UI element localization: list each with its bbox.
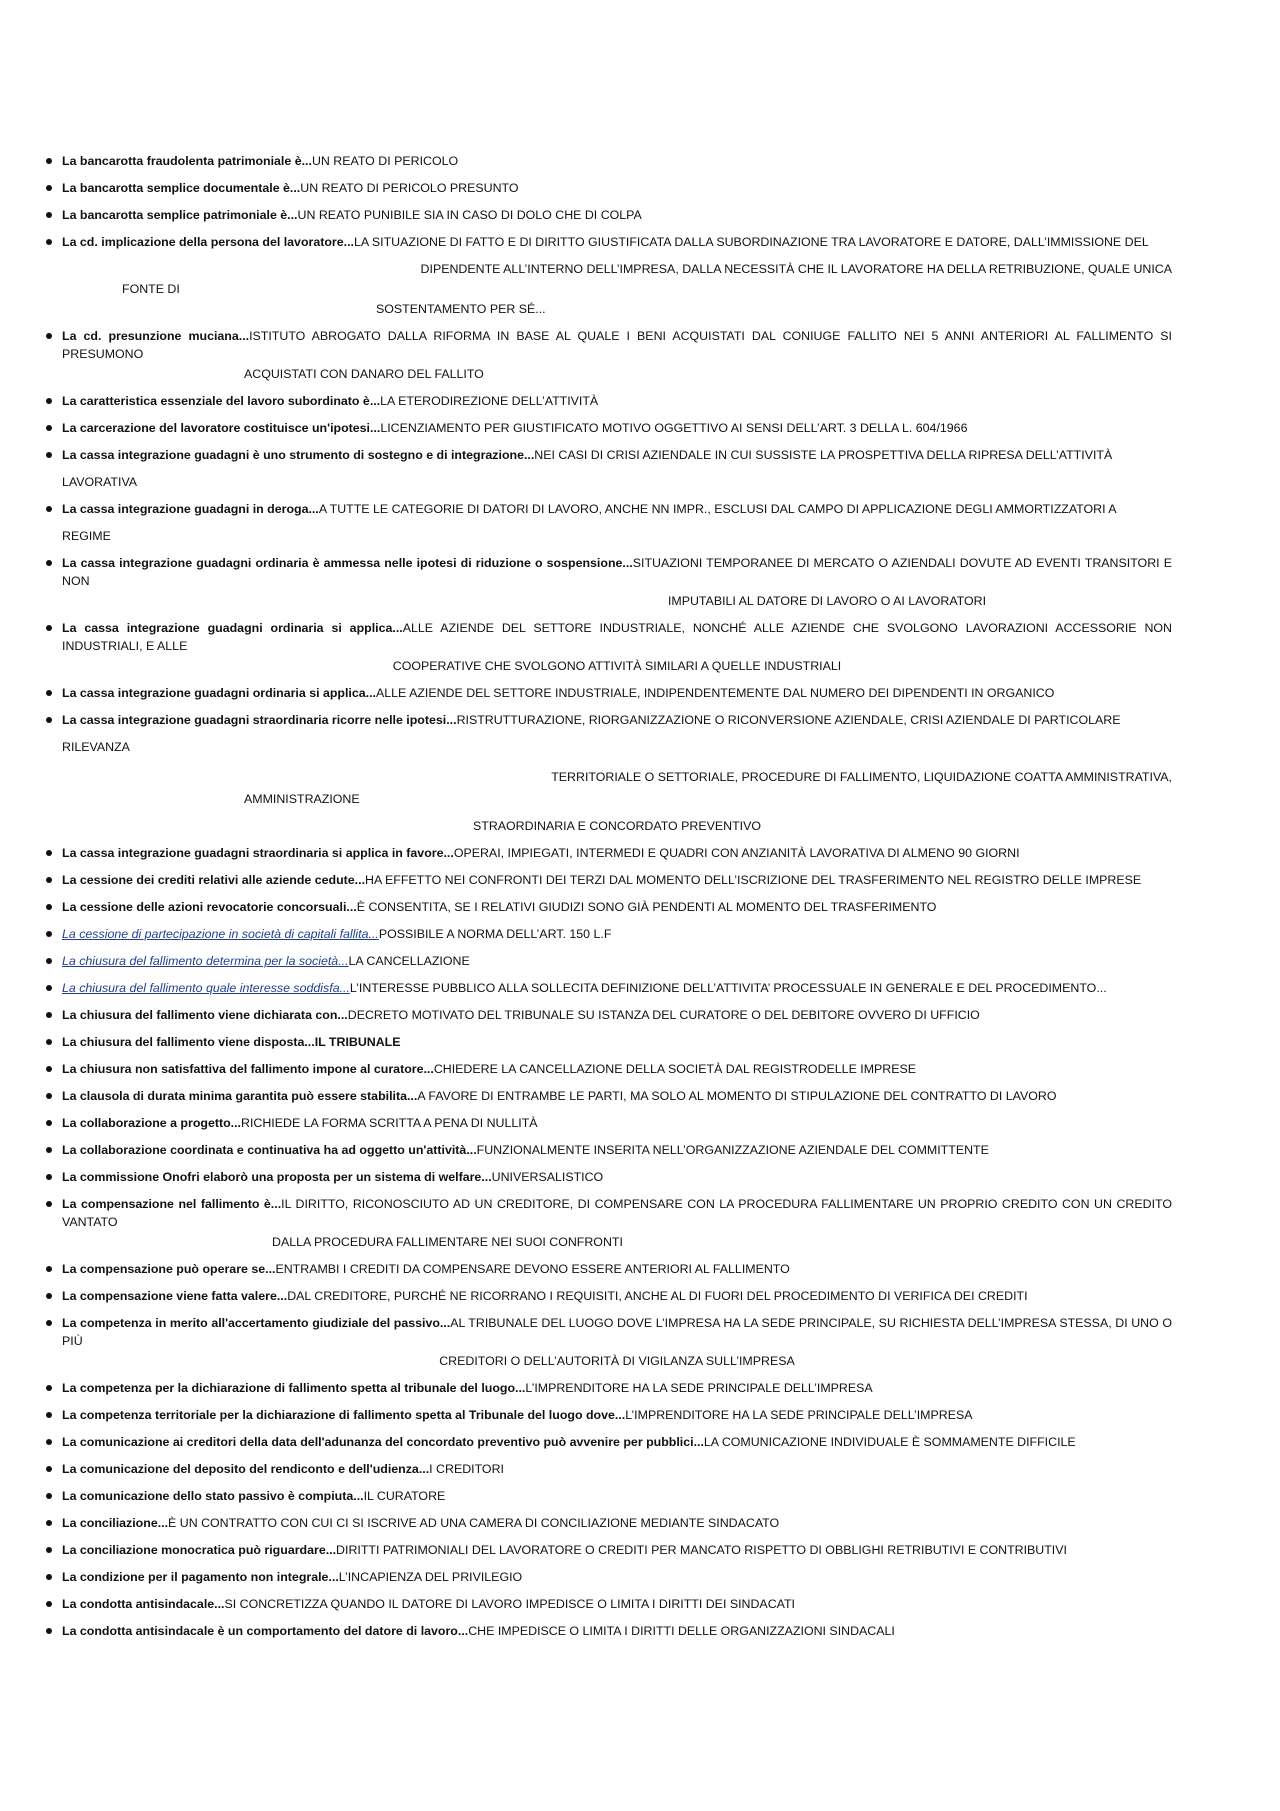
list-item [46,1541,1172,1559]
answer-continuation: STRAORDINARIA E CONCORDATO PREVENTIVO [472,819,761,833]
answer-continuation: TERRITORIALE O SETTORIALE, PROCEDURE DI FALLIMENTO, LIQUIDAZIONE COATTA AMMINISTRATIVA, [551,770,1172,784]
answer: A TUTTE LE CATEGORIE DI DATORI DI LAVORO, ANCHE NN IMPR., ESCLUSI DAL CAMPO DI APPLICAZIONE DEGLI AMMORTIZZATORI A [318,502,1117,516]
question: La condotta antisindacale è un comportamento del datore di lavoro... [62,1624,469,1638]
list-item [46,1006,1172,1024]
list-item [46,1087,1172,1105]
answer: DAL CREDITORE, PURCHÉ NE RICORRANO I REQUISITI, ANCHE AL DI FUORI DEL PROCEDIMENTO DI VERIFICA DEI CREDITI [287,1289,1028,1303]
question: La collaborazione a progetto... [62,1116,241,1130]
answer: DECRETO MOTIVATO DEL TRIBUNALE SU ISTANZA DEL CURATORE O DEL DEBITORE OVVERO DI UFFICIO [347,1008,980,1022]
answer-continuation: DIPENDENTE ALL’INTERNO DELL’IMPRESA, DALLA NECESSITÀ CHE IL LAVORATORE HA DELLA RETRIBUZIONE, QUALE UNICA [420,262,1172,276]
answer: ALLE AZIENDE DEL SETTORE INDUSTRIALE, NONCHÉ ALLE AZIENDE CHE SVOLGONO LAVORAZIONI ACCESSORIE NON INDUSTRIALI, E ALLE [62,621,1172,653]
answer: UNIVERSALISTICO [491,1170,604,1184]
list-item [46,711,1172,835]
question: La cessione dei crediti relativi alle aziende cedute... [62,873,366,887]
list-item [46,871,1172,889]
list-item [46,179,1172,197]
list-item [46,152,1172,170]
list-item [46,1433,1172,1451]
question: La comunicazione dello stato passivo è compiuta... [62,1489,364,1503]
list-item [46,327,1172,383]
question: La cassa integrazione guadagni in deroga... [62,502,319,516]
list-item [46,554,1172,610]
list-item [46,1195,1172,1251]
question: La cd. implicazione della persona del lavoratore... [62,235,354,249]
list-item [46,1314,1172,1370]
list-item [46,1060,1172,1078]
answer: OPERAI, IMPIEGATI, INTERMEDI E QUADRI CON ANZIANITÀ LAVORATIVA DI ALMENO 90 GIORNI [453,846,1020,860]
question: La cd. presunzione muciana... [62,329,250,343]
question: La cassa integrazione guadagni ordinaria è ammessa nelle ipotesi di riduzione o sospensione... [62,556,633,570]
answer-continuation: CREDITORI O DELL’AUTORITÀ DI VIGILANZA SULL’IMPRESA [439,1354,795,1368]
answer-continuation: RILEVANZA [62,740,130,754]
answer: CHE IMPEDISCE O LIMITA I DIRITTI DELLE ORGANIZZAZIONI SINDACALI [468,1624,895,1638]
question: La compensazione nel fallimento è... [62,1197,282,1211]
question: La cassa integrazione guadagni è uno strumento di sostegno e di integrazione... [62,448,535,462]
answer: UN REATO DI PERICOLO [311,154,459,168]
answer: L’INCAPIENZA DEL PRIVILEGIO [338,1570,523,1584]
question: La comunicazione del deposito del rendiconto e dell'udienza... [62,1462,430,1476]
question: La competenza per la dichiarazione di fallimento spetta al tribunale del luogo... [62,1381,526,1395]
list-item [46,1379,1172,1397]
answer: SITUAZIONI TEMPORANEE DI MERCATO O AZIENDALI DOVUTE AD EVENTI TRANSITORI E NON [62,556,1172,588]
list-item [46,1595,1172,1613]
answer: L’IMPRENDITORE HA LA SEDE PRINCIPALE DELL’IMPRESA [525,1381,873,1395]
question: La competenza in merito all'accertamento giudiziale del passivo... [62,1316,451,1330]
question: La conciliazione monocratica può riguardare... [62,1543,337,1557]
answer: ALLE AZIENDE DEL SETTORE INDUSTRIALE, INDIPENDENTEMENTE DAL NUMERO DEI DIPENDENTI IN ORGANICO [376,686,1055,700]
answer: SI CONCRETIZZA QUANDO IL DATORE DI LAVORO IMPEDISCE O LIMITA I DIRITTI DEI SINDACATI [224,1597,795,1611]
answer-continuation: DALLA PROCEDURA FALLIMENTARE NEI SUOI CONFRONTI [272,1235,623,1249]
answer-continuation: FONTE DI [122,282,180,296]
question: La cassa integrazione guadagni ordinaria si applica... [62,686,376,700]
question-link[interactable]: La chiusura del fallimento determina per la società... [62,954,349,968]
question: La conciliazione... [62,1516,169,1530]
answer: È UN CONTRATTO CON CUI CI SI ISCRIVE AD UNA CAMERA DI CONCILIAZIONE MEDIANTE SINDACATO [168,1516,780,1530]
answer: FUNZIONALMENTE INSERITA NELL’ORGANIZZAZIONE AZIENDALE DEL COMMITTENTE [476,1143,989,1157]
list-item [46,1487,1172,1505]
list-item [46,1406,1172,1424]
question-link[interactable]: La chiusura del fallimento quale interesse soddisfa... [62,981,350,995]
question: La caratteristica essenziale del lavoro subordinato è... [62,394,381,408]
answer: LA SITUAZIONE DI FATTO E DI DIRITTO GIUSTIFICATA DALLA SUBORDINAZIONE TRA LAVORATORE E DATORE, DALL’IMMISSIONE DEL [353,235,1149,249]
list-item [46,500,1172,545]
question: La condizione per il pagamento non integrale... [62,1570,339,1584]
question: La chiusura non satisfattiva del fallimento impone al curatore... [62,1062,434,1076]
question: La clausola di durata minima garantita può essere stabilita... [62,1089,418,1103]
answer: L’IMPRENDITORE HA LA SEDE PRINCIPALE DELL’IMPRESA [625,1408,973,1422]
list-item [46,952,1172,970]
list-item [46,1141,1172,1159]
answer: UN REATO PUNIBILE SIA IN CASO DI DOLO CHE DI COLPA [297,208,642,222]
list-item [46,684,1172,702]
answer-continuation: REGIME [62,529,111,543]
question: La bancarotta semplice patrimoniale è... [62,208,298,222]
qa-list [46,152,1172,1640]
question-link[interactable]: La cessione di partecipazione in società di capitali fallita... [62,927,379,941]
list-item [46,1460,1172,1478]
answer: RICHIEDE LA FORMA SCRITTA A PENA DI NULLITÀ [241,1116,538,1130]
answer: A FAVORE DI ENTRAMBE LE PARTI, MA SOLO AL MOMENTO DI STIPULAZIONE DEL CONTRATTO DI LAVORO [417,1089,1057,1103]
list-item [46,1622,1172,1640]
answer: CHIEDERE LA CANCELLAZIONE DELLA SOCIETÀ DAL REGISTRODELLE IMPRESE [433,1062,917,1076]
list-item [46,898,1172,916]
question: La compensazione può operare se... [62,1262,276,1276]
question: La compensazione viene fatta valere... [62,1289,288,1303]
answer: LA COMUNICAZIONE INDIVIDUALE È SOMMAMENTE DIFFICILE [703,1435,1076,1449]
list-item [46,446,1172,491]
list-item [46,392,1172,410]
question: La cassa integrazione guadagni straordinaria ricorre nelle ipotesi... [62,713,457,727]
answer: UN REATO DI PERICOLO PRESUNTO [300,181,519,195]
answer: IL CURATORE [363,1489,446,1503]
list-item [46,1260,1172,1278]
list-item [46,1514,1172,1532]
answer-continuation: SOSTENTAMENTO PER SÉ... [376,302,546,316]
answer: IL TRIBUNALE [314,1035,401,1049]
answer: AL TRIBUNALE DEL LUOGO DOVE L’IMPRESA HA LA SEDE PRINCIPALE, SU RICHIESTA DELL’IMPRESA STESSA, DI UNO O PIÙ [62,1316,1172,1348]
list-item [46,1033,1172,1051]
answer: ENTRAMBI I CREDITI DA COMPENSARE DEVONO ESSERE ANTERIORI AL FALLIMENTO [275,1262,790,1276]
list-item [46,1114,1172,1132]
question: La condotta antisindacale... [62,1597,225,1611]
question: La comunicazione ai creditori della data dell'adunanza del concordato preventivo può avvenire per pubblici... [62,1435,704,1449]
list-item [46,206,1172,224]
question: La chiusura del fallimento viene dichiarata con... [62,1008,348,1022]
question: La bancarotta semplice documentale è... [62,181,301,195]
answer: DIRITTI PATRIMONIALI DEL LAVORATORE O CREDITI PER MANCATO RISPETTO DI OBBLIGHI RETRIBUTIVI E CONTRIBUTIVI [336,1543,1067,1557]
answer-continuation: AMMINISTRAZIONE [244,792,360,806]
list-item [46,419,1172,437]
answer: POSSIBILE A NORMA DELL’ART. 150 L.F [378,927,612,941]
answer: LICENZIAMENTO PER GIUSTIFICATO MOTIVO OGGETTIVO AI SENSI DELL’ART. 3 DELLA L. 604/1966 [380,421,968,435]
answer: LA ETERODIREZIONE DELL’ATTIVITÀ [380,394,599,408]
document-body [46,152,1172,1649]
answer-continuation: IMPUTABILI AL DATORE DI LAVORO O AI LAVORATORI [667,594,987,608]
answer: HA EFFETTO NEI CONFRONTI DEI TERZI DAL MOMENTO DELL’ISCRIZIONE DEL TRASFERIMENTO NEL REGISTRO DELLE IMPRESE [365,873,1142,887]
question: La carcerazione del lavoratore costituisce un'ipotesi... [62,421,381,435]
question: La cassa integrazione guadagni straordinaria si applica in favore... [62,846,454,860]
answer: I CREDITORI [429,1462,504,1476]
answer: L’INTERESSE PUBBLICO ALLA SOLLECITA DEFINIZIONE DELL’ATTIVITA’ PROCESSUALE IN GENERALE E DEL PROCEDIMENTO... [349,981,1107,995]
answer-continuation: COOPERATIVE CHE SVOLGONO ATTIVITÀ SIMILARI A QUELLE INDUSTRIALI [392,659,842,673]
list-item [46,1287,1172,1305]
answer-continuation: LAVORATIVA [62,475,138,489]
list-item [46,1568,1172,1586]
answer: IL DIRITTO, RICONOSCIUTO AD UN CREDITORE, DI COMPENSARE CON LA PROCEDURA FALLIMENTARE UN PROPRIO CREDITO CON UN CREDITO VANTATO [62,1197,1172,1229]
question: La cassa integrazione guadagni ordinaria si applica... [62,621,403,635]
answer: ISTITUTO ABROGATO DALLA RIFORMA IN BASE AL QUALE I BENI ACQUISTATI DAL CONIUGE FALLITO NEI 5 ANNI ANTERIORI AL FALLIMENTO SI PRESUMONO [62,329,1172,361]
list-item [46,844,1172,862]
question: La commissione Onofri elaborò una proposta per un sistema di welfare... [62,1170,492,1184]
question: La chiusura del fallimento viene disposta... [62,1035,315,1049]
list-item [46,925,1172,943]
answer-continuation: ACQUISTATI CON DANARO DEL FALLITO [244,367,484,381]
question: La cessione delle azioni revocatorie concorsuali... [62,900,357,914]
list-item [46,619,1172,675]
list-item [46,233,1172,318]
answer: NEI CASI DI CRISI AZIENDALE IN CUI SUSSISTE LA PROSPETTIVA DELLA RIPRESA DELL’ATTIVITÀ [534,448,1113,462]
question: La collaborazione coordinata e continuativa ha ad oggetto un'attività... [62,1143,477,1157]
list-item [46,979,1172,997]
answer: LA CANCELLAZIONE [348,954,470,968]
list-item [46,1168,1172,1186]
question: La bancarotta fraudolenta patrimoniale è... [62,154,312,168]
answer: RISTRUTTURAZIONE, RIORGANIZZAZIONE O RICONVERSIONE AZIENDALE, CRISI AZIENDALE DI PARTICOLARE [456,713,1121,727]
question: La competenza territoriale per la dichiarazione di fallimento spetta al Tribunale del luogo dove... [62,1408,626,1422]
answer: È CONSENTITA, SE I RELATIVI GIUDIZI SONO GIÀ PENDENTI AL MOMENTO DEL TRASFERIMENTO [356,900,937,914]
